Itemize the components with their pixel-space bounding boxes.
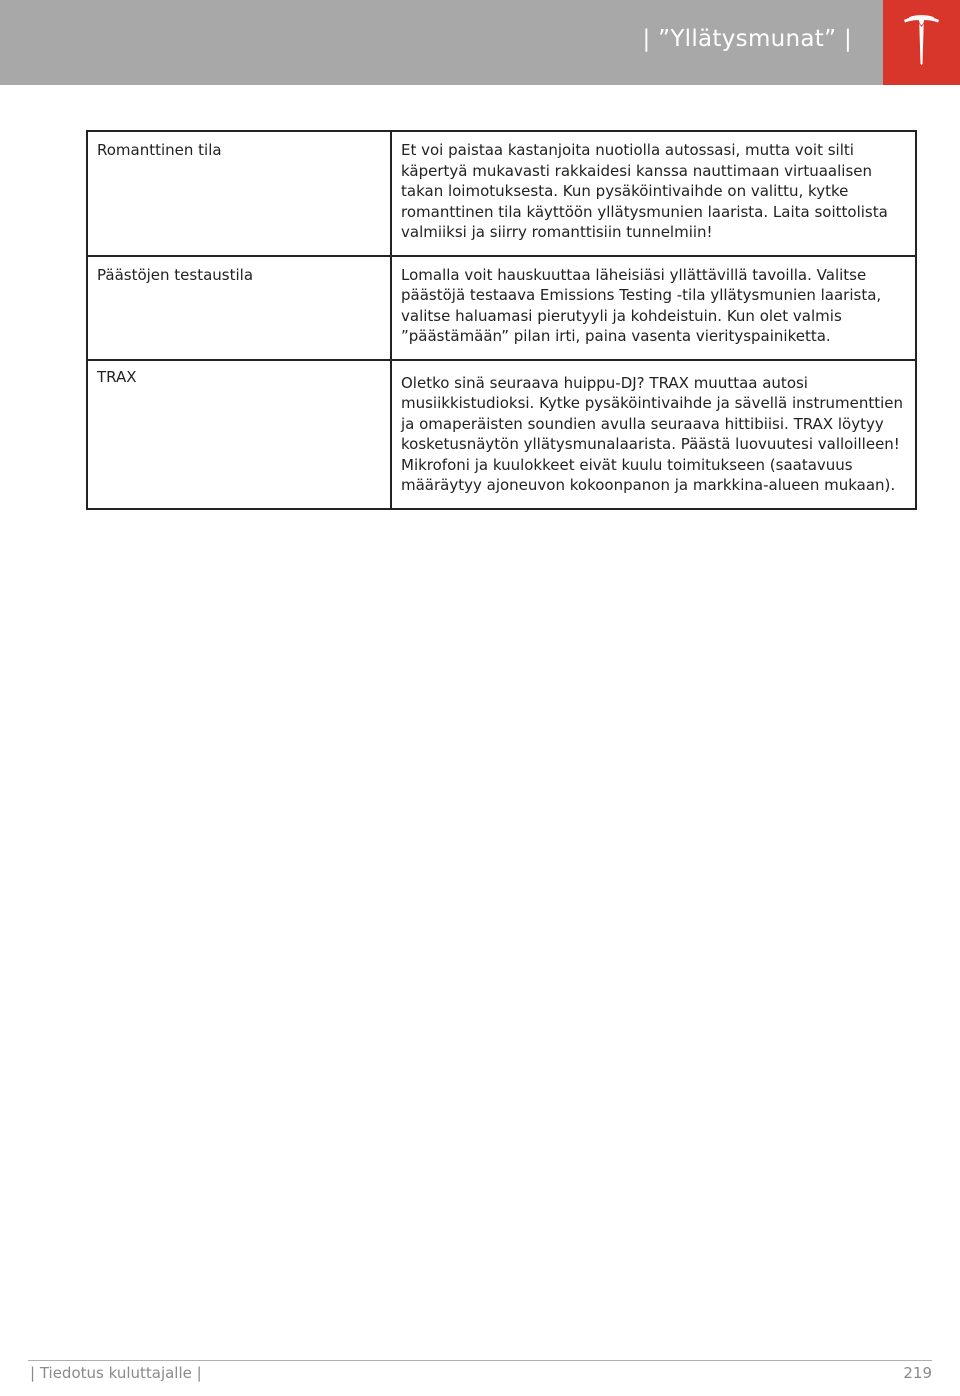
footer-divider	[28, 1360, 932, 1361]
table-row	[87, 131, 916, 256]
feature-description-cell: Lomalla voit hauskuuttaa läheisiäsi yllättävillä tavoilla. Valitse päästöjä testaava Emissions Testing -tila yllätysmunien laarista, valitse haluamasi pierutyyli ja kohdeistuin. Kun olet valmis ”päästämään” pilan irti, paina vasenta vierityspainiketta.	[391, 256, 916, 360]
feature-name-cell: TRAX	[87, 360, 391, 509]
easter-egg-table	[86, 130, 917, 510]
table-row	[87, 256, 916, 360]
page-number: 219	[903, 1364, 932, 1382]
section-title: | ”Yllätysmunat” |	[642, 26, 852, 52]
feature-description-cell: Oletko sinä seuraava huippu-DJ? TRAX muuttaa autosi musiikkistudioksi. Kytke pysäköintivaihde ja sävellä instrumenttien ja omaperäisten soundien avulla seuraava hittibiisi. TRAX löytyy kosketusnäytön yllätysmunalaarista. Päästä luovuutesi valloilleen! Mikrofoni ja kuulokkeet eivät kuulu toimitukseen (saatavuus määräytyy ajoneuvon kokoonpanon ja markkina-alueen mukaan).	[391, 360, 916, 509]
tesla-t-logo-icon	[903, 14, 940, 66]
feature-description-cell: Et voi paistaa kastanjoita nuotiolla autossasi, mutta voit silti käpertyä mukavasti rakkaidesi kanssa nauttimaan virtuaalisen takan loimotuksesta. Kun pysäköintivaihde on valittu, kytke romanttinen tila käyttöön yllätysmunien laarista. Laita soittolista valmiiksi ja siirry romanttisiin tunnelmiin!	[391, 131, 916, 256]
feature-name-cell: Päästöjen testaustila	[87, 256, 391, 360]
logo-box	[883, 0, 960, 85]
feature-name-cell: Romanttinen tila	[87, 131, 391, 256]
footer-section-label: | Tiedotus kuluttajalle |	[30, 1364, 202, 1382]
table-row	[87, 360, 916, 509]
